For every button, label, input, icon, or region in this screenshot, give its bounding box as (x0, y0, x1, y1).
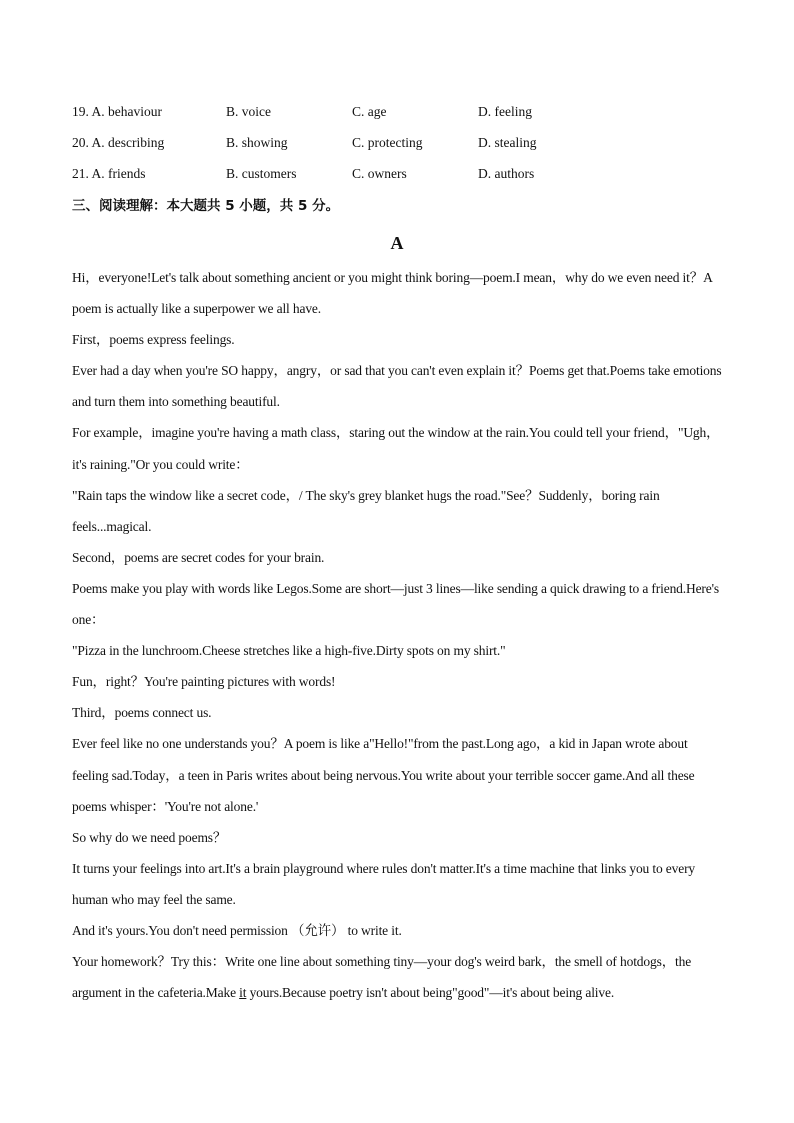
passage-title: A (390, 233, 404, 253)
paragraph-rain-poem: "Rain taps the window like a secret code，/ The sky's grey blanket hugs the road."See？Suddenly，boring rain feels...magical. (72, 487, 660, 534)
q19-option-d: D. feeling (478, 104, 532, 119)
paragraph-connect: Ever feel like no one understands you？A poem is like a"Hello!"from the past.Long ago，a kid in Japan wrote about feeling sad.Today，a teen in Paris writes about being nervous.You write about your terrible soccer game.And all these poems whisper：'You're not alone.' (72, 736, 695, 814)
paragraph-feelings: Ever had a day when you're SO happy，angry，or sad that you can't even explain it？Poems get that.Poems take emotions and turn them into something beautiful. (72, 363, 722, 410)
question-21 (72, 164, 732, 184)
section-heading: 三、阅读理解：本大题共 5 小题，共 5 分。 (72, 198, 340, 214)
paragraph-intro: Hi，everyone!Let's talk about something ancient or you might think boring—poem.I mean，why do we even need it？A poem is actually like a superpower we all have. (72, 270, 712, 317)
homework-text-before: Your homework？Try this：Write one line about something tiny—your dog's weird bark，the smell of hotdogs，the argument in the cafeteria.Make (72, 954, 692, 1001)
paragraph-second-point: Second，poems are secret codes for your brain. (72, 549, 325, 565)
q21-option-b: B. customers (226, 166, 297, 181)
paragraph-legos: Poems make you play with words like Legos.Some are short—just 3 lines—like sending a quick drawing to a friend.Here's one： (72, 580, 720, 628)
q20-option-b: B. showing (226, 135, 288, 150)
q20-option-c: C. protecting (352, 135, 423, 150)
passage-body (72, 262, 722, 1008)
paragraph-answer: It turns your feelings into art.It's a brain playground where rules don't matter.It's a time machine that links you to every human who may feel the same. (72, 860, 696, 907)
paragraph-example: For example，imagine you're having a math class，staring out the window at the rain.You could tell your friend，"Ugh，it's raining."Or you could write： (72, 425, 720, 472)
q21-option-c: C. owners (352, 166, 407, 181)
paragraph-first-point: First，poems express feelings. (72, 332, 235, 348)
q19-option-b: B. voice (226, 104, 271, 119)
q19-option-a: 19. A. behaviour (72, 104, 162, 119)
q21-option-d: D. authors (478, 166, 535, 181)
paragraph-yours: And it's yours.You don't need permission （允许） to write it. (72, 922, 402, 938)
q19-option-c: C. age (352, 104, 387, 119)
question-19 (72, 102, 732, 122)
q20-option-d: D. stealing (478, 135, 537, 150)
paragraph-third-point: Third，poems connect us. (72, 705, 212, 721)
paragraph-homework (72, 946, 722, 1008)
question-20 (72, 133, 732, 153)
paragraph-pizza-poem: "Pizza in the lunchroom.Cheese stretches like a high-five.Dirty spots on my shirt." (72, 643, 506, 659)
q21-option-a: 21. A. friends (72, 166, 146, 181)
paragraph-fun: Fun，right？You're painting pictures with words! (72, 674, 336, 690)
underlined-word: it (239, 985, 247, 1001)
q20-option-a: 20. A. describing (72, 135, 165, 150)
homework-text-after: yours.Because poetry isn't about being"good"—it's about being alive. (246, 985, 615, 1001)
paragraph-why-question: So why do we need poems？ (72, 829, 227, 845)
